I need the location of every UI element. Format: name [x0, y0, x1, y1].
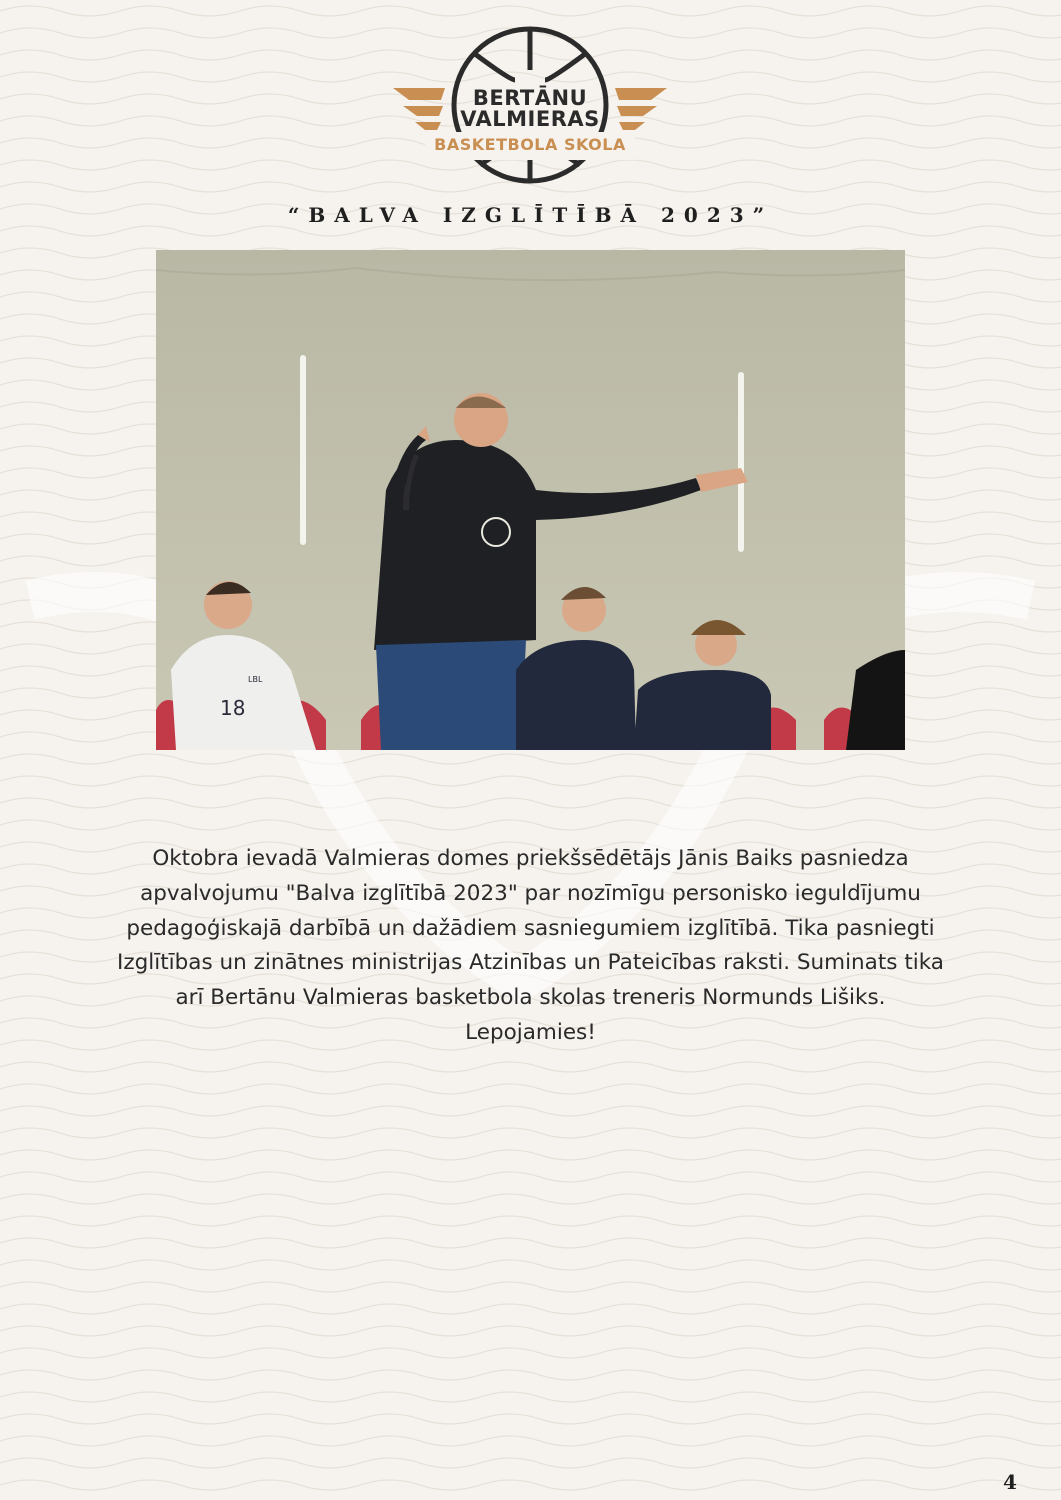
page-subtitle: “BALVA IZGLĪTĪBĀ 2023” — [287, 203, 774, 227]
jersey-number: 18 — [220, 696, 246, 720]
body-text — [40, 842, 1021, 1051]
body-line-4: Izglītības un zinātnes ministrijas Atzinības un Pateicības raksti. Suminats tika — [117, 950, 944, 976]
body-line-1: Oktobra ievadā Valmieras domes priekšsēdētājs Jānis Baiks pasniedza — [152, 846, 909, 871]
school-logo — [385, 20, 675, 190]
jersey-brand: LBL — [248, 675, 263, 684]
page-number: 4 — [1003, 1470, 1017, 1494]
body-line-6: Lepojamies! — [465, 1019, 596, 1045]
logo-line-2: VALMIERAS — [460, 107, 600, 131]
coach-photo — [156, 250, 905, 750]
body-line-3: pedagoģiskajā darbībā un dažādiem sasniegumiem izglītībā. Tika pasniegti — [126, 915, 935, 941]
logo-line-1: BERTĀNU — [472, 86, 588, 110]
logo-line-3: BASKETBOLA SKOLA — [434, 135, 626, 154]
body-line-2: apvalvojumu "Balva izglītībā 2023" par nozīmīgu personisko ieguldījumu — [140, 880, 921, 906]
body-line-5: arī Bertānu Valmieras basketbola skolas treneris Normunds Lišiks. — [175, 985, 886, 1011]
